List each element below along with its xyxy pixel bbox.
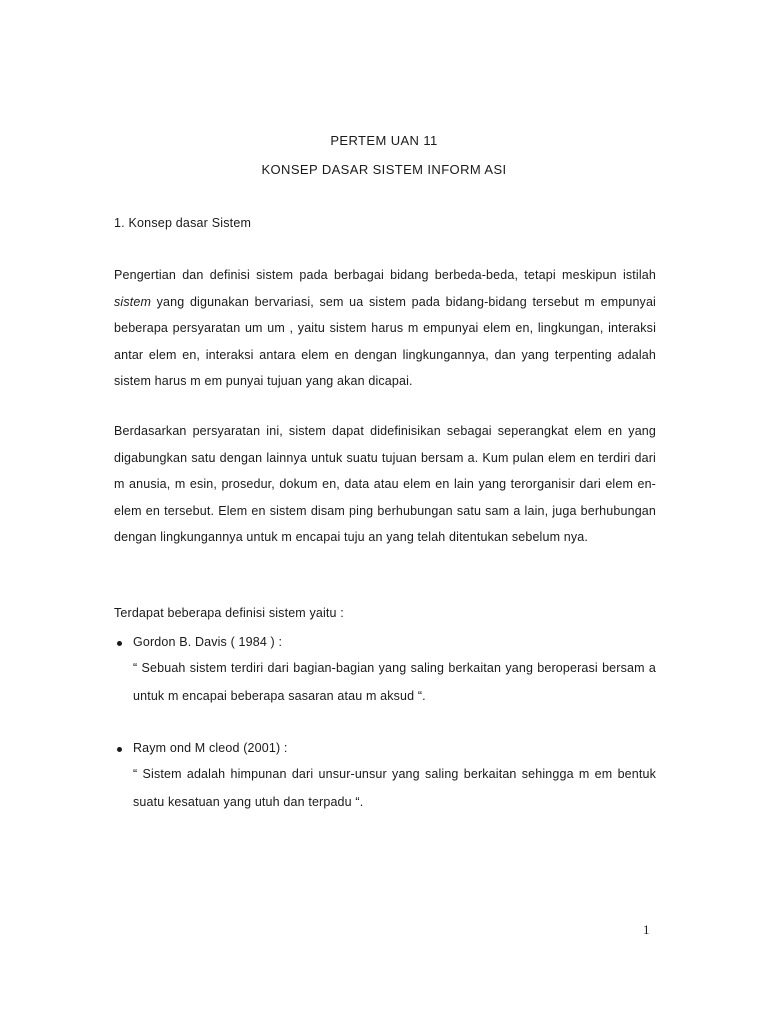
paragraph-3: Terdapat beberapa definisi sistem yaitu : xyxy=(114,606,344,620)
document-title-line-2: KONSEP DASAR SISTEM INFORM ASI xyxy=(261,162,507,177)
section-heading: 1. Konsep dasar Sistem xyxy=(114,216,252,230)
bullet-icon xyxy=(117,747,122,752)
bullet-icon xyxy=(117,641,122,646)
document-title-line-1: PERTEM UAN 11 xyxy=(330,133,438,148)
definition-quote: “ Sistem adalah himpunan dari unsur-unsur yang saling berkaitan sehingga m em bentuk suatu kesatuan yang utuh dan terpadu “. xyxy=(133,767,656,809)
paragraph-1 xyxy=(114,262,656,395)
page-number: 1 xyxy=(643,922,650,937)
definition-author: Gordon B. Davis ( 1984 ) : xyxy=(133,635,283,649)
paragraph-1-italic-term: sistem xyxy=(114,294,152,309)
definition-quote: “ Sebuah sistem terdiri dari bagian-bagian yang saling berkaitan yang beroperasi bersam a untuk m encapai beberapa sasaran atau m aksud “. xyxy=(133,661,656,703)
paragraph-1-part-b: yang digunakan bervariasi, sem ua sistem pada bidang-bidang tersebut m empunyai beberapa persyaratan um um , yaitu sistem harus m empunyai elem en, lingkungan, interaksi antar elem en, interaksi antara elem en dengan lingkungannya, dan yang terpenting adalah sistem harus m em punyai tujuan yang akan dicapai. xyxy=(114,294,656,388)
definition-author: Raym ond M cleod (2001) : xyxy=(133,741,288,755)
paragraph-2: Berdasarkan persyaratan ini, sistem dapat didefinisikan sebagai seperangkat elem en yang digabungkan satu dengan lainnya untuk suatu tujuan bersam a. Kum pulan elem en terdiri dari m anusia, m esin, prosedur, dokum en, data atau elem en lain yang terorganisir dari elem en-elem en tersebut. Elem en sistem disam ping berhubungan satu sam a lain, juga berhubungan dengan lingkungannya untuk m encapai tuju an yang telah ditentukan sebelum nya. xyxy=(114,424,656,544)
paragraph-1-part-a: Pengertian dan definisi sistem pada berbagai bidang berbeda-beda, tetapi meskipun istilah xyxy=(114,268,656,282)
